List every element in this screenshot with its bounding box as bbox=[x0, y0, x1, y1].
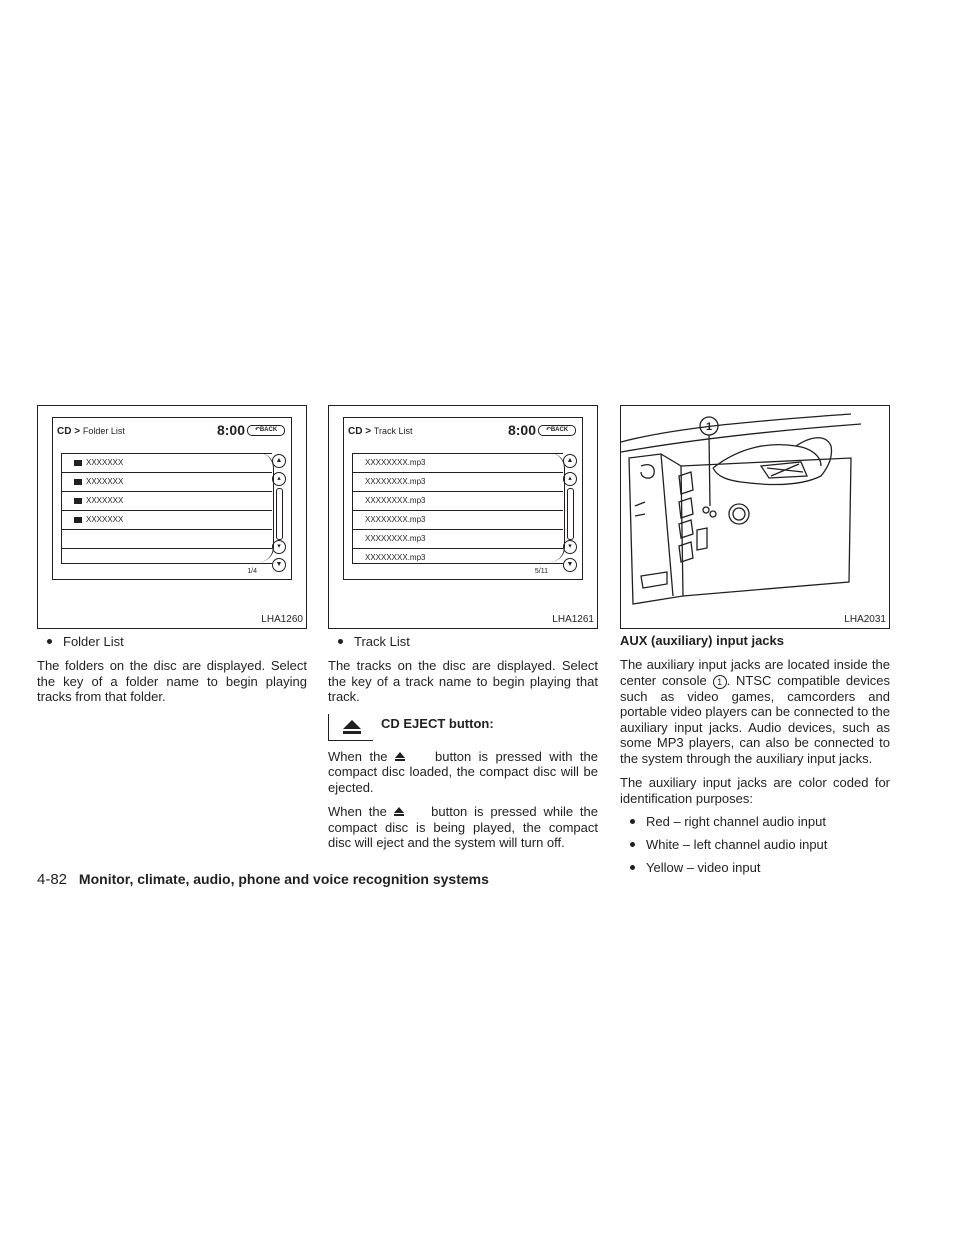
list-item: XXXXXXXX.mp3 bbox=[353, 492, 563, 511]
figure-folder-list bbox=[37, 405, 307, 629]
figure-aux-jacks bbox=[620, 405, 890, 629]
screen-view-title: Track List bbox=[373, 426, 413, 436]
cd-folder-list-screen bbox=[52, 417, 292, 580]
column-folder-list bbox=[37, 405, 307, 705]
cd-eject-heading bbox=[328, 714, 598, 741]
list-item-label: XXXXXXX bbox=[86, 515, 124, 524]
folder-list-paragraph: The folders on the disc are displayed. Select the key of a folder name to begin playing tracks from that folder. bbox=[37, 658, 307, 704]
figure-id: LHA2031 bbox=[844, 614, 886, 625]
bullet-red: Red – right channel audio input bbox=[620, 814, 890, 829]
list-item-label: XXXXXXX bbox=[86, 477, 124, 486]
screen-source: CD bbox=[348, 426, 363, 437]
bullet-white: White – left channel audio input bbox=[620, 837, 890, 852]
list-item bbox=[62, 492, 272, 511]
aux-paragraph-1: The auxiliary input jacks are located inside the center console 1 . NTSC compatible devices such as video games, camcorders and portable video players can be connected to the auxiliary input jacks. Audio devices, such as some MP3 players, can also be connected to the system through the auxiliary input jacks. bbox=[620, 657, 890, 766]
screen-clock: 8:00 bbox=[216, 422, 245, 438]
eject-paragraph-1: When the button is pressed with the compact disc loaded, the compact disc will be ejected. bbox=[328, 748, 598, 795]
column-track-list bbox=[328, 405, 598, 851]
figure-id: LHA1260 bbox=[261, 614, 303, 625]
list-item-label: XXXXXXX bbox=[86, 458, 124, 467]
list-item bbox=[62, 511, 272, 530]
aux-paragraph-2: The auxiliary input jacks are color coded for identification purposes: bbox=[620, 775, 890, 806]
list-item: XXXXXXXX.mp3 bbox=[353, 530, 563, 549]
screen-clock: 8:00 bbox=[507, 422, 536, 438]
list-item bbox=[62, 454, 272, 473]
screen-separator: > bbox=[365, 426, 372, 437]
column-aux-jacks bbox=[620, 405, 890, 875]
eject-icon bbox=[394, 807, 404, 813]
back-button-label: BACK bbox=[259, 427, 278, 433]
callout-1: 1 bbox=[706, 421, 713, 433]
scroll-down-icon: ▾ bbox=[563, 540, 577, 554]
back-button-label: BACK bbox=[550, 427, 569, 433]
track-list-paragraph: The tracks on the disc are displayed. Select the key of a track name to begin playing that track. bbox=[328, 658, 598, 704]
page-number: 4-82 bbox=[37, 871, 68, 888]
cd-eject-heading-label: CD EJECT button: bbox=[381, 715, 494, 731]
folder-icon bbox=[74, 517, 82, 523]
back-button: ↶BACK bbox=[538, 425, 576, 436]
list-item: XXXXXXXX.mp3 bbox=[353, 473, 563, 492]
folder-rows bbox=[61, 453, 272, 564]
list-item: XXXXXXXX.mp3 bbox=[353, 511, 563, 530]
bullet-yellow: Yellow – video input bbox=[620, 860, 890, 875]
scroll-down-icon: ▾ bbox=[272, 540, 286, 554]
bullet-track-list: Track List bbox=[328, 634, 598, 649]
eject-icon bbox=[328, 714, 373, 741]
scroll-up-icon: ▴ bbox=[563, 472, 577, 486]
screen-view-title: Folder List bbox=[82, 426, 125, 436]
scrollbar bbox=[276, 488, 283, 540]
folder-icon bbox=[74, 479, 82, 485]
list-item-label: XXXXXXX bbox=[86, 496, 124, 505]
folder-icon bbox=[74, 460, 82, 466]
bullet-folder-list: Folder List bbox=[37, 634, 307, 649]
track-rows bbox=[352, 453, 563, 564]
list-item: XXXXXXXX.mp3 bbox=[353, 454, 563, 473]
list-item bbox=[62, 549, 272, 567]
list-item: XXXXXXXX.mp3 bbox=[365, 553, 426, 562]
list-item bbox=[62, 530, 272, 549]
page-footer bbox=[37, 871, 489, 888]
eject-paragraph-2: When the button is pressed while the compact disc is being played, the compact disc will eject and the system will turn off. bbox=[328, 804, 598, 850]
scroll-up-icon: ▴ bbox=[272, 472, 286, 486]
eject-icon bbox=[395, 752, 405, 758]
page-number: 5/11 bbox=[534, 568, 548, 575]
scrollbar bbox=[567, 488, 574, 540]
aux-heading: AUX (auxiliary) input jacks bbox=[620, 633, 784, 648]
figure-id: LHA1261 bbox=[552, 614, 594, 625]
back-button: ↶BACK bbox=[247, 425, 285, 436]
page-down-icon: ▼ bbox=[563, 558, 577, 572]
page-up-icon: ▲ bbox=[272, 454, 286, 468]
figure-track-list bbox=[328, 405, 598, 629]
screen-separator: > bbox=[74, 426, 81, 437]
screen-source: CD bbox=[57, 426, 72, 437]
center-console-illustration bbox=[621, 406, 889, 628]
page-up-icon: ▲ bbox=[563, 454, 577, 468]
cd-track-list-screen bbox=[343, 417, 583, 580]
section-title: Monitor, climate, audio, phone and voice recognition systems bbox=[78, 871, 489, 887]
page-number: 1/4 bbox=[247, 568, 257, 575]
list-item bbox=[62, 473, 272, 492]
callout-number: 1 bbox=[713, 675, 727, 689]
page-down-icon: ▼ bbox=[272, 558, 286, 572]
screen-header bbox=[348, 422, 578, 440]
screen-header bbox=[57, 422, 287, 440]
folder-icon bbox=[74, 498, 82, 504]
